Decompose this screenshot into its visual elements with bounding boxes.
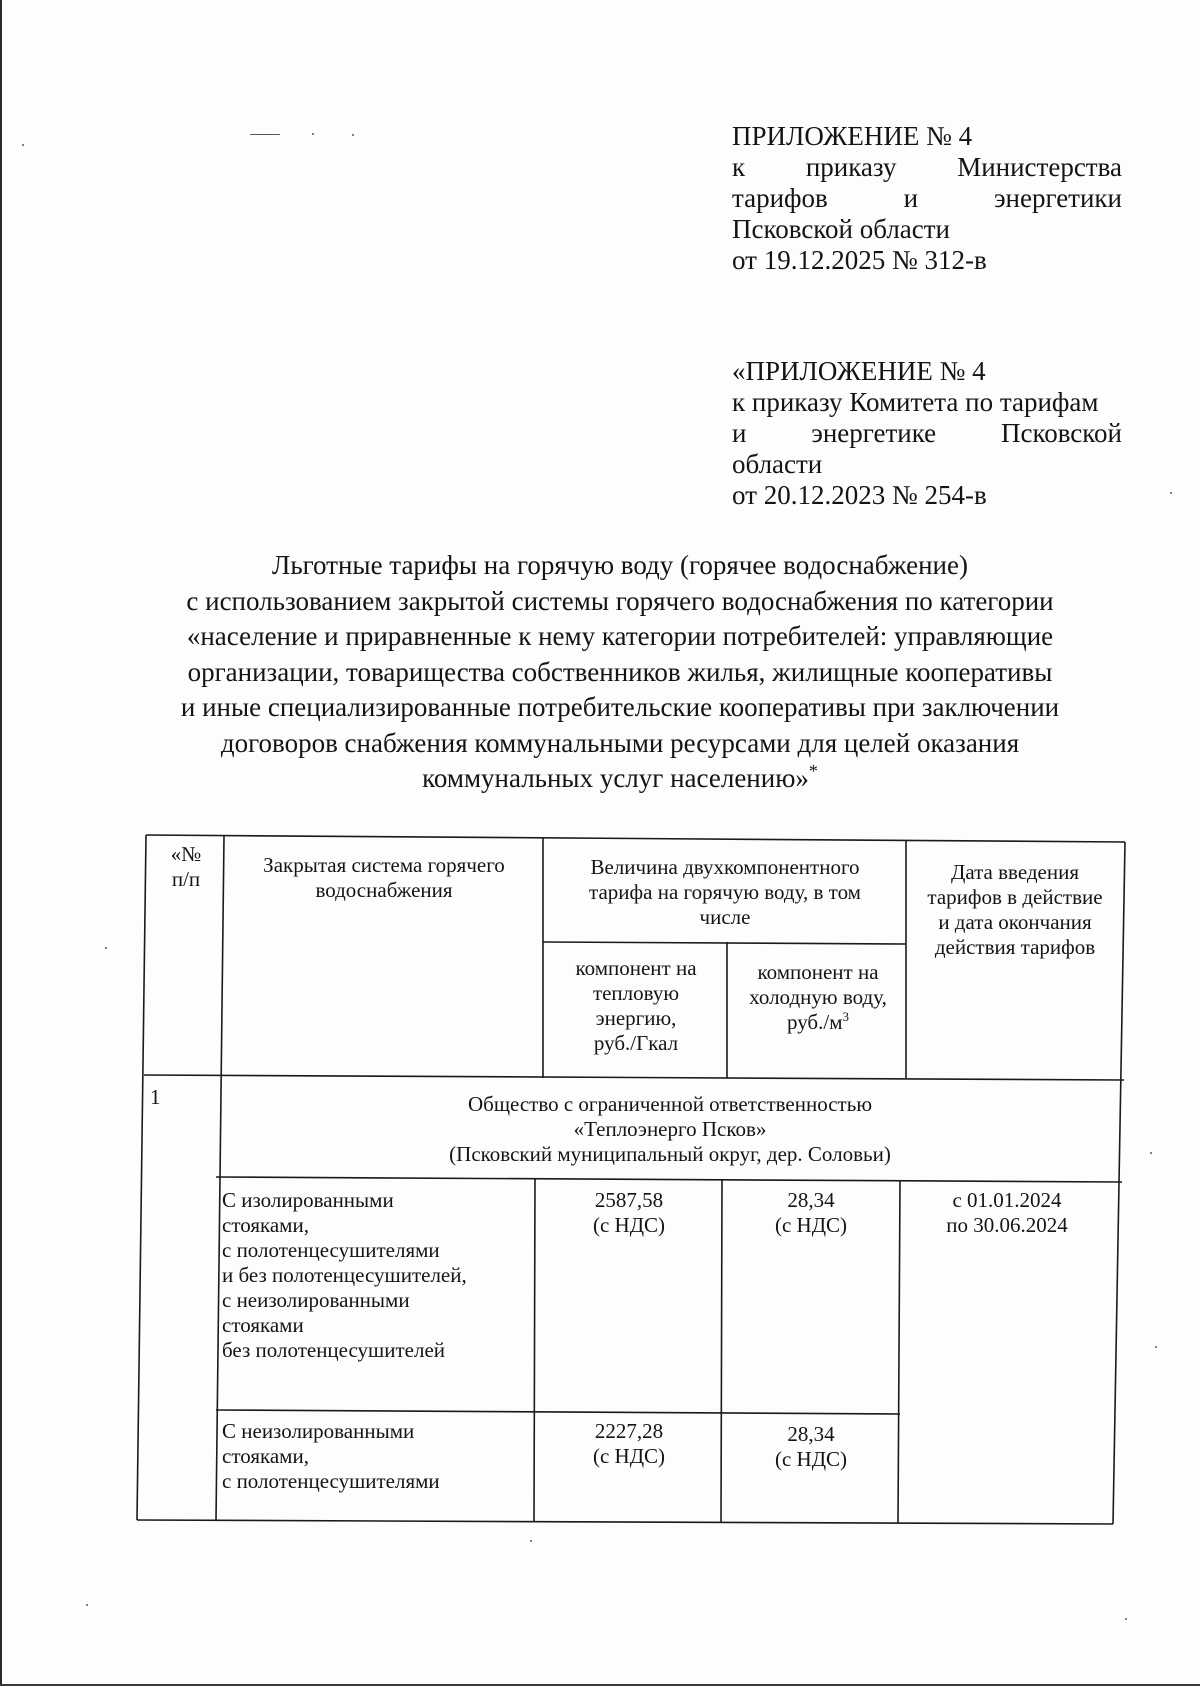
system-line: стояками, [222, 1213, 309, 1237]
vat-note: (с НДС) [592, 1213, 666, 1237]
scan-speck [1155, 1346, 1157, 1348]
title-line: договоров снабжения коммунальными ресурсами для целей оказания [220, 727, 1020, 758]
header-text: Величина двухкомпонентного [590, 855, 860, 879]
header-text: Закрытая система горячего [263, 853, 505, 877]
appendix-original [732, 356, 1122, 511]
word: тарифов [732, 183, 828, 213]
date-to: по 30.06.2024 [946, 1213, 1068, 1237]
footnote-mark: * [808, 761, 818, 781]
appendix-original-title: «ПРИЛОЖЕНИЕ № 4 [732, 356, 986, 386]
system-line: и без полотенцесушителей, [222, 1263, 467, 1287]
title-line: Льготные тарифы на горячую воду (горячее водоснабжение) [272, 550, 968, 580]
word: энергетики [993, 183, 1122, 213]
title-line-last [130, 761, 1110, 797]
header-text: энергию, [595, 1006, 677, 1030]
date-from: с 01.01.2024 [952, 1188, 1062, 1212]
vat-note: (с НДС) [774, 1213, 848, 1237]
word: приказу [805, 152, 897, 182]
header-subrow-line [543, 942, 906, 944]
appendix-original-date: от 20.12.2023 № 254-в [732, 480, 987, 510]
tariff-value: 28,34 [787, 1422, 835, 1446]
title-line: «население и приравненные к нему категории потребителей: управляющие [186, 621, 1054, 651]
scan-left-edge [0, 0, 2, 1686]
appendix-current [732, 121, 1122, 276]
header-cold-component [730, 960, 906, 1035]
appendix-original-line4: области [732, 449, 823, 479]
appendix-current-title: ПРИЛОЖЕНИЕ № 4 [732, 121, 973, 151]
row2-system [222, 1419, 532, 1494]
tariff-value: 28,34 [787, 1188, 835, 1212]
row1-cold-value [724, 1188, 898, 1238]
scan-speck [86, 1604, 88, 1606]
scan-speck [1170, 492, 1172, 494]
tariff-value: 2587,58 [594, 1188, 664, 1212]
header-text: и дата окончания [938, 910, 1092, 934]
scan-speck [22, 144, 24, 146]
title-line: организации, товарищества собственников жилья, жилищные кооперативы [187, 656, 1053, 687]
title-line: коммунальных услуг населению» [422, 763, 809, 793]
header-text: тарифов в действие [927, 885, 1103, 909]
system-line: С неизолированными [222, 1419, 415, 1443]
row-sep-line [216, 1410, 900, 1414]
word: Министерства [957, 152, 1122, 182]
system-line: с полотенцесушителями [222, 1238, 440, 1262]
org-line: (Псковский муниципальный округ, дер. Соловьи) [449, 1142, 891, 1166]
row1-system [222, 1188, 532, 1363]
appendix-current-date: от 19.12.2025 № 312-в [732, 245, 987, 275]
appendix-current-line4: Псковской области [732, 214, 951, 244]
system-line: с полотенцесушителями [222, 1469, 440, 1493]
tariff-value: 2227,28 [594, 1419, 664, 1443]
header-tariff [546, 855, 904, 930]
table-bottom-border [137, 1520, 1113, 1524]
system-line: с неизолированными [222, 1288, 410, 1312]
org-line: Общество с ограниченной ответственностью [467, 1092, 873, 1116]
header-text: п/п [171, 867, 201, 891]
title-line: и иные специализированные потребительские кооперативы при заключении [180, 692, 1060, 722]
word: и [903, 183, 919, 213]
header-text: числе [699, 905, 751, 929]
row1-date-range [902, 1188, 1112, 1238]
header-text: руб./м [786, 1010, 843, 1034]
col-sep-1 [216, 836, 224, 1520]
col-sep-data-2 [534, 1178, 535, 1522]
header-text: «№ [170, 842, 202, 866]
header-text: холодную воду, [749, 985, 887, 1009]
appendix-original-line2: к приказу Комитета по тарифам [732, 387, 1099, 417]
title-line: с использованием закрытой системы горячего водоснабжения по категории [186, 585, 1054, 616]
word: Псковской [1000, 418, 1122, 448]
system-line: стояками [222, 1313, 304, 1337]
group-bottom-line [216, 1177, 1122, 1182]
header-cold-unit [730, 1010, 906, 1035]
header-text: водоснабжения [315, 878, 453, 902]
org-line: «Теплоэнерго Псков» [573, 1117, 767, 1141]
organization-name [220, 1092, 1120, 1167]
scan-speck [105, 947, 107, 949]
system-line: без полотенцесушителей [222, 1338, 446, 1362]
header-text: компонент на [575, 956, 697, 980]
table-top-border [146, 835, 1125, 842]
header-date [908, 860, 1122, 960]
header-text: тарифа на горячую воду, в том [589, 880, 861, 904]
header-bottom-line [144, 1075, 1124, 1080]
row1-heat-value [538, 1188, 720, 1238]
appendix-current-line3 [732, 183, 1122, 214]
header-text: тепловую [592, 981, 680, 1005]
vat-note: (с НДС) [592, 1444, 666, 1468]
scan-speck [250, 134, 280, 135]
system-line: С изолированными [222, 1188, 394, 1212]
header-text: руб./Гкал [593, 1031, 679, 1055]
header-heat-component [546, 956, 726, 1056]
scan-speck [352, 134, 354, 136]
col-sep-data-4 [898, 1180, 900, 1523]
table-left-border [137, 835, 146, 1520]
scan-speck [530, 1540, 532, 1542]
header-text: Дата введения [951, 860, 1079, 884]
scan-speck [1150, 1152, 1152, 1154]
row2-cold-value [724, 1422, 898, 1472]
superscript: 3 [842, 1009, 849, 1024]
appendix-current-line2 [732, 152, 1122, 183]
document-title [130, 548, 1110, 797]
word: к [732, 152, 746, 182]
row2-heat-value [538, 1419, 720, 1469]
group-num: 1 [150, 1085, 161, 1109]
scan-speck [1125, 1618, 1127, 1620]
vat-note: (с НДС) [774, 1447, 848, 1471]
system-line: стояками, [222, 1444, 309, 1468]
header-text: компонент на [757, 960, 879, 984]
header-system [226, 853, 542, 903]
header-num [150, 842, 222, 892]
word: энергетике [811, 418, 937, 448]
appendix-original-line3 [732, 418, 1122, 449]
scan-speck [312, 133, 314, 135]
col-sep-data-3 [721, 1179, 722, 1522]
header-text: действия тарифов [934, 935, 1096, 959]
word: и [732, 418, 747, 448]
